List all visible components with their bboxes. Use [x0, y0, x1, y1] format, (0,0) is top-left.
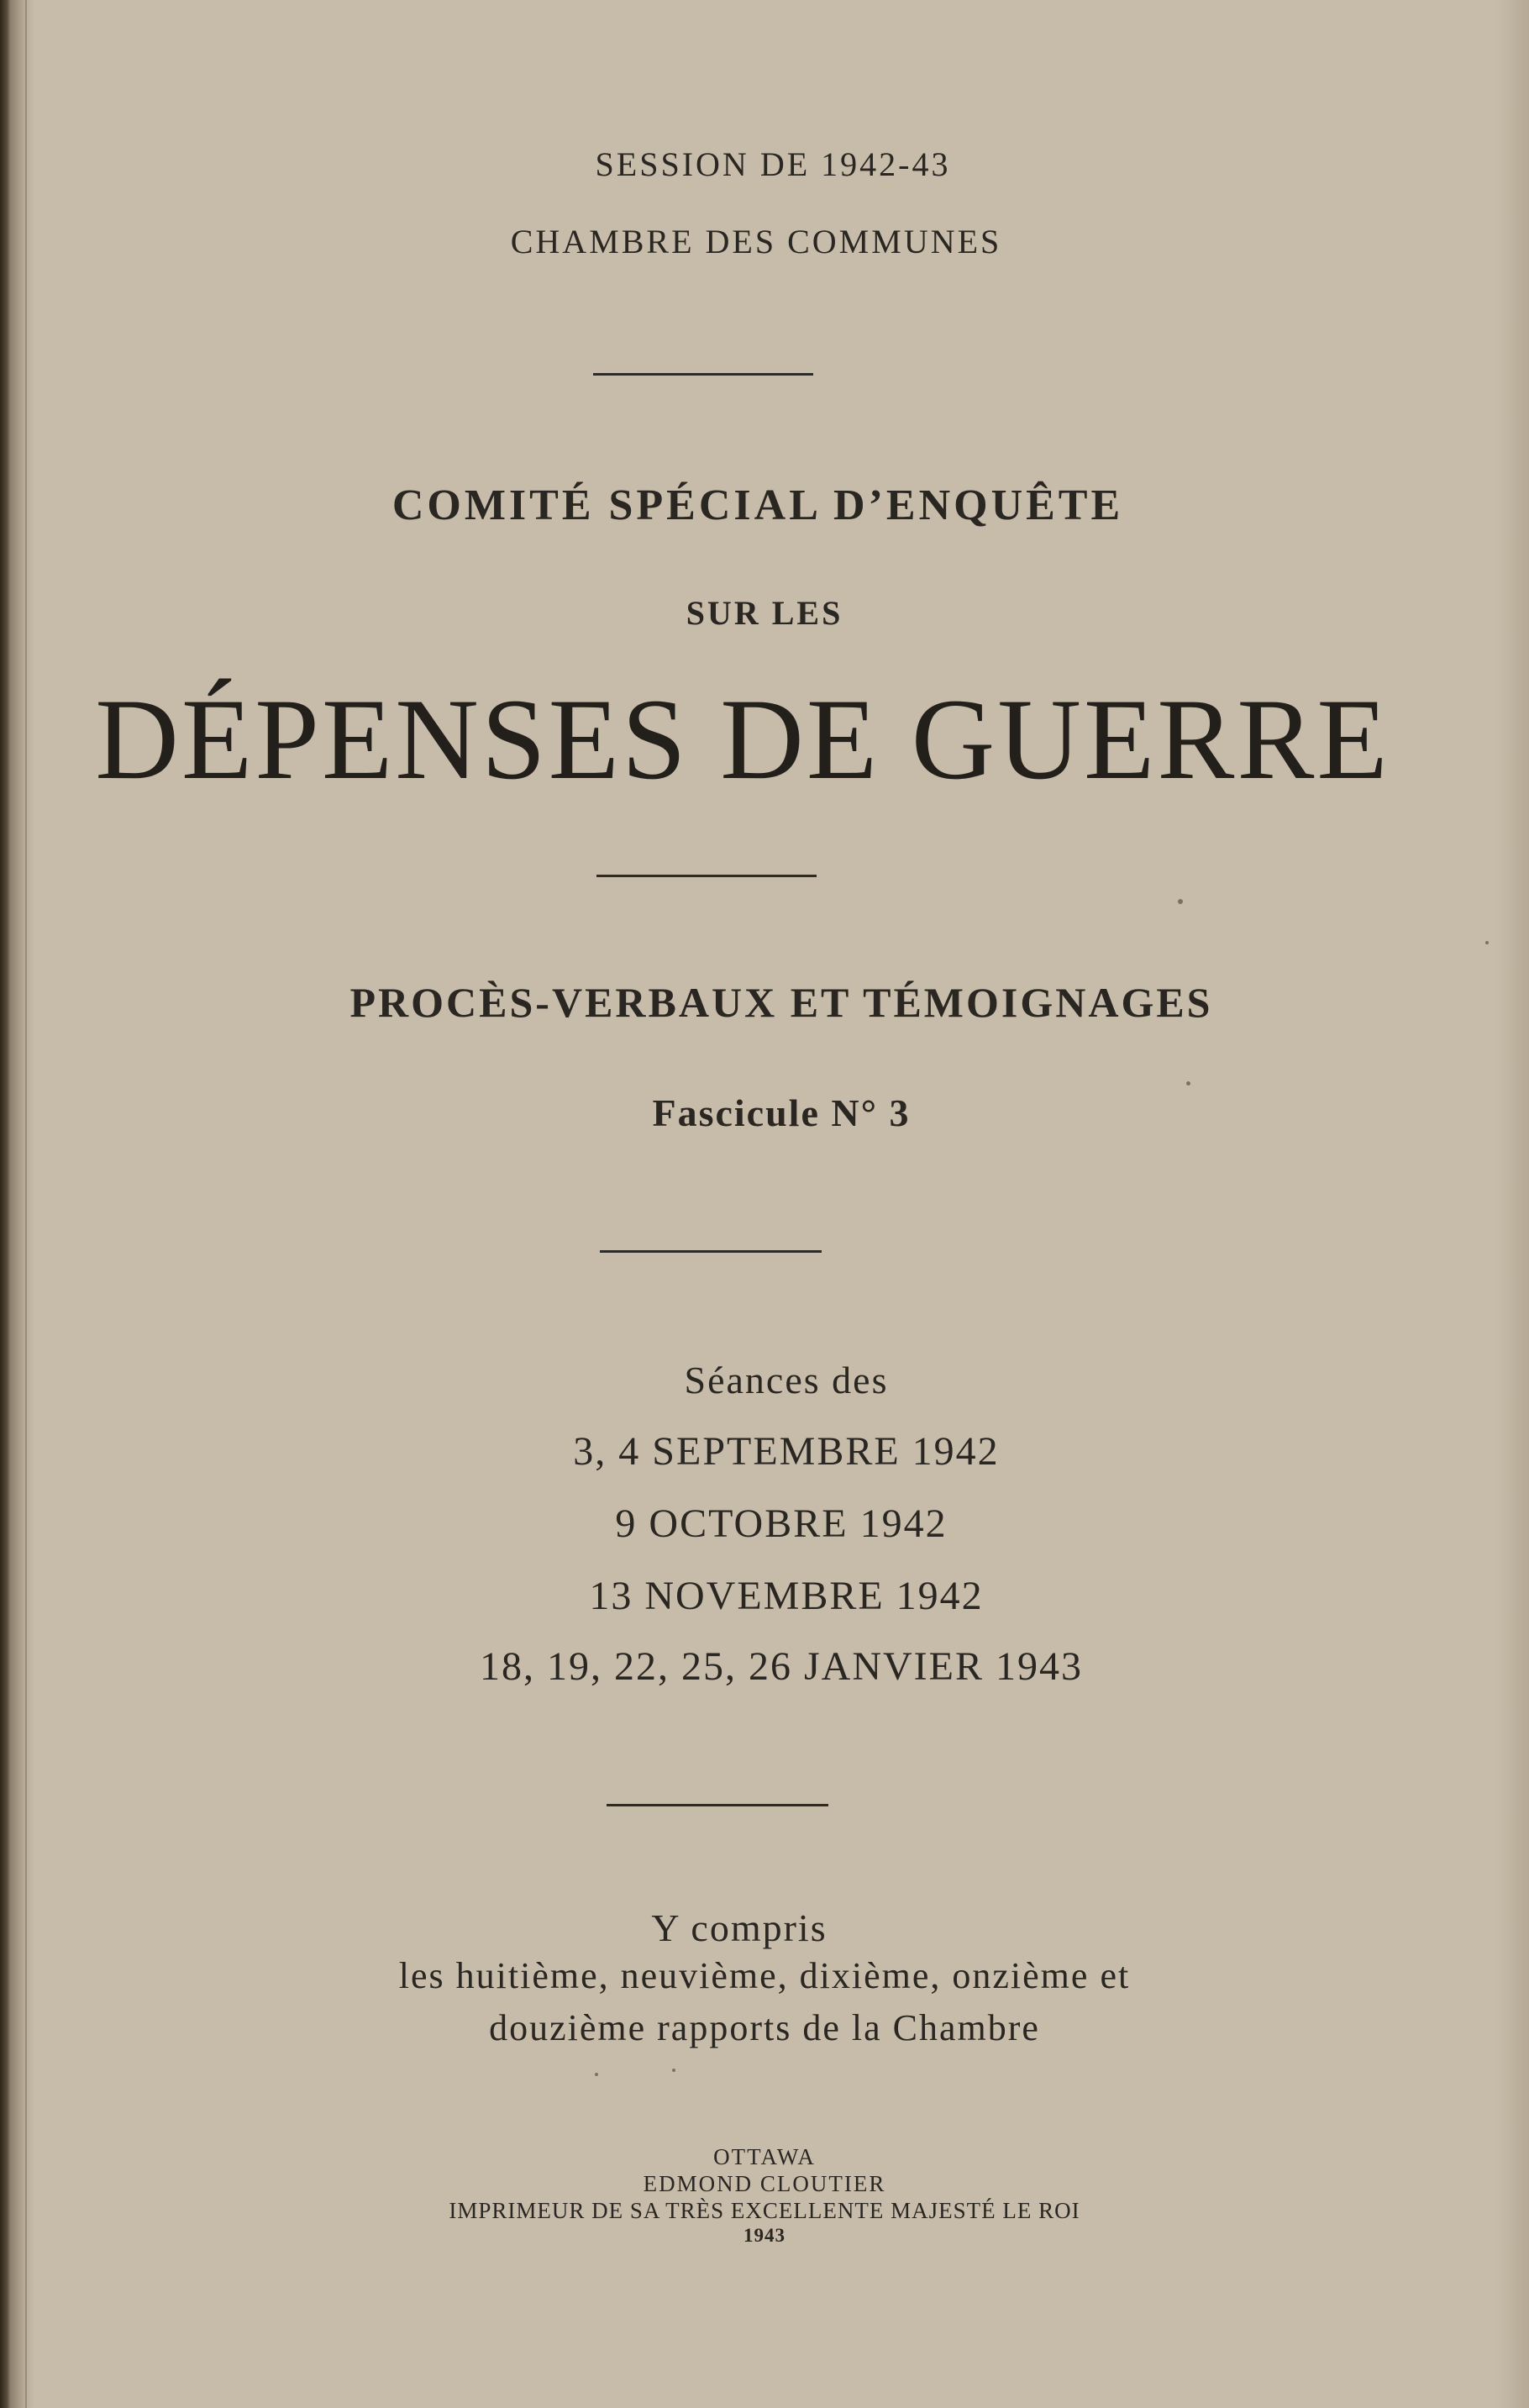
- paper-speck: [1178, 899, 1183, 904]
- divider-rule: [593, 373, 813, 376]
- included-reports-line: les huitième, neuvième, dixième, onzième et: [398, 1955, 1131, 1996]
- committee-line: COMITÉ SPÉCIAL D’ENQUÊTE: [391, 481, 1124, 529]
- sitting-date: 9 OCTOBRE 1942: [615, 1501, 948, 1546]
- committee-subline: SUR LES: [686, 594, 843, 632]
- imprint-year: 1943: [743, 2225, 786, 2246]
- divider-rule: [607, 1804, 828, 1806]
- paper-speck: [672, 2069, 675, 2072]
- imprint-city: OTTAWA: [713, 2144, 816, 2169]
- included-reports-line: douzième rapports de la Chambre: [489, 2007, 1040, 2048]
- imprint-title: IMPRIMEUR DE SA TRÈS EXCELLENTE MAJESTÉ LE ROI: [449, 2198, 1080, 2223]
- chamber-line: CHAMBRE DES COMMUNES: [510, 223, 1002, 260]
- proceedings-heading: PROCÈS-VERBAUX ET TÉMOIGNAGES: [349, 979, 1213, 1026]
- paper-speck: [1485, 941, 1489, 944]
- sitting-date: 13 NOVEMBRE 1942: [589, 1574, 984, 1618]
- session-line: SESSION DE 1942-43: [595, 145, 951, 183]
- page-title: DÉPENSES DE GUERRE: [95, 675, 1390, 803]
- imprint-printer: EDMOND CLOUTIER: [643, 2171, 886, 2196]
- sitting-date: 3, 4 SEPTEMBRE 1942: [573, 1429, 1000, 1474]
- fascicule-number: Fascicule N° 3: [652, 1091, 911, 1134]
- sittings-intro: Séances des: [684, 1359, 889, 1401]
- divider-rule: [600, 1250, 822, 1253]
- sitting-date: 18, 19, 22, 25, 26 JANVIER 1943: [480, 1644, 1083, 1689]
- divider-rule: [596, 875, 817, 877]
- paper-speck: [595, 2073, 598, 2076]
- paper-speck: [1186, 1081, 1190, 1086]
- included-intro: Y compris: [651, 1906, 828, 1949]
